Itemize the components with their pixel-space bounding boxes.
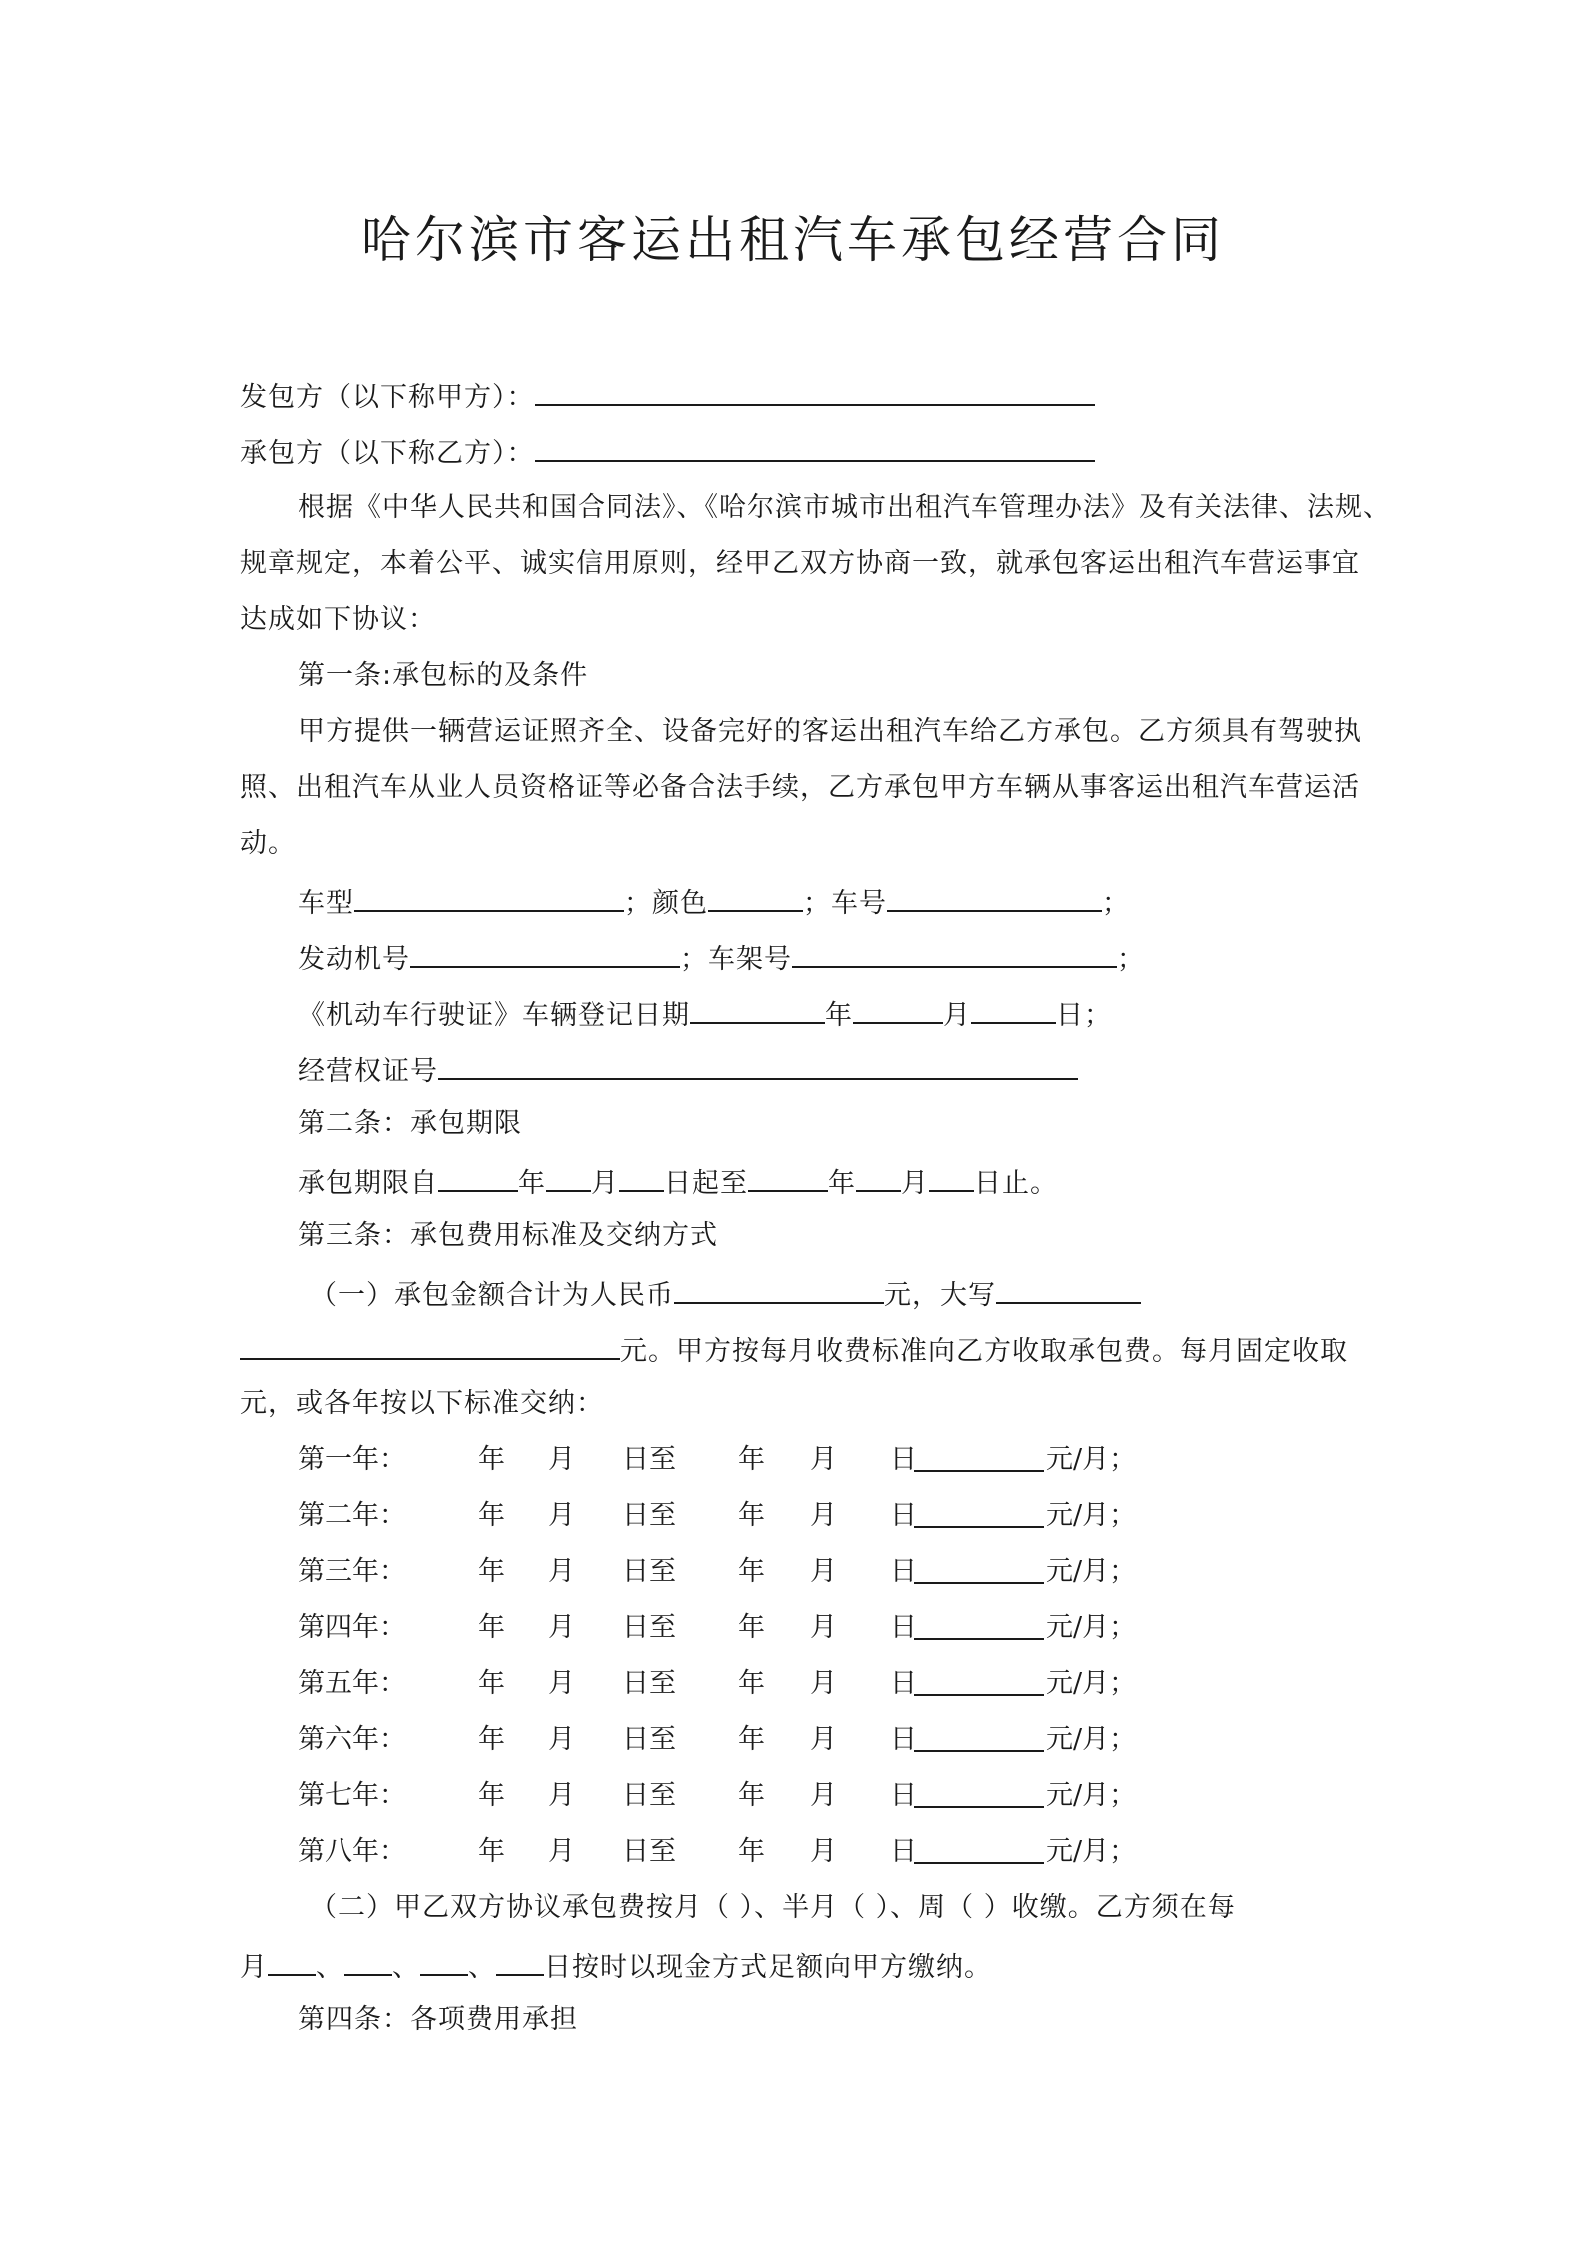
engine-blank [410,936,680,968]
month-col: 月 [548,1836,575,1867]
model-label: 车型 [298,888,354,919]
year-label: 第六年： [298,1724,406,1755]
fee-monthly-text: 元。甲方按每月收费标准向乙方收取承包费。每月固定收取 [620,1336,1348,1367]
fee-total-label: （一）承包金额合计为人民币 [310,1280,674,1311]
color-label: 颜色 [652,888,708,919]
year-col: 年 [478,1444,505,1475]
monthly-amount-blank [914,1440,1044,1472]
per-month-col: 元/月； [1046,1500,1137,1531]
yearly-fee-row [0,1608,1586,1648]
month-label: 月 [591,1168,619,1199]
year-col: 年 [738,1836,765,1867]
day-to-col: 日至 [622,1612,676,1643]
day-to-col: 日至 [622,1444,676,1475]
pay-day-blank-1 [268,1944,316,1976]
fee-yearly-intro: 元，或各年按以下标准交纳： [240,1388,604,1419]
intro-line-2: 规章规定，本着公平、诚实信用原则，经甲乙双方协商一致，就承包客运出租汽车营运事宜 [240,548,1360,579]
fee-uppercase-blank [996,1272,1141,1304]
fee-amount-blank [674,1272,884,1304]
start-year-blank [438,1160,518,1192]
day-col: 日 [890,1444,917,1475]
day-to-col: 日至 [622,1836,676,1867]
comma: 、 [316,1952,344,1983]
year-col: 年 [478,1500,505,1531]
yearly-fee-row [0,1552,1586,1592]
party-a-label: 发包方（以下称甲方）： [240,382,535,413]
from-label: 日起至 [664,1168,748,1199]
until-label: 日止。 [974,1168,1058,1199]
year-col: 年 [738,1556,765,1587]
month-col: 月 [548,1780,575,1811]
month-col: 月 [548,1500,575,1531]
month-col: 月 [810,1724,837,1755]
year-col: 年 [478,1556,505,1587]
yearly-fee-row [0,1440,1586,1480]
plate-label: 车号 [831,888,887,919]
fee-uppercase-cont-blank [240,1328,620,1360]
end-year-blank [748,1160,828,1192]
day-col: 日 [890,1836,917,1867]
year-label: 年 [828,1168,856,1199]
yearly-fee-row [0,1720,1586,1760]
year-col: 年 [738,1668,765,1699]
year-label: 第一年： [298,1444,406,1475]
monthly-amount-blank [914,1496,1044,1528]
yearly-fee-row [0,1496,1586,1536]
engine-label: 发动机号 [298,944,410,975]
monthly-amount-blank [914,1552,1044,1584]
monthly-amount-blank [914,1832,1044,1864]
year-col: 年 [478,1724,505,1755]
day-col: 日 [890,1724,917,1755]
intro-line-3: 达成如下协议： [240,604,436,635]
intro-line-1: 根据《中华人民共和国合同法》、《哈尔滨市城市出租汽车管理办法》及有关法律、法规、 [298,492,1391,523]
start-month-blank [546,1160,591,1192]
comma: 、 [392,1952,420,1983]
vehicle-line [298,880,1130,924]
month-col: 月 [548,1724,575,1755]
separator: ； [803,888,831,919]
year-col: 年 [738,1444,765,1475]
month-col: 月 [548,1444,575,1475]
separator: ； [1102,888,1130,919]
per-month-col: 元/月； [1046,1836,1137,1867]
year-col: 年 [478,1612,505,1643]
fee-uppercase-label: 元，大写 [884,1280,996,1311]
yearly-fee-row [0,1776,1586,1816]
year-label: 年 [825,1000,853,1031]
day-col: 日 [890,1612,917,1643]
month-col: 月 [548,1668,575,1699]
per-month-col: 元/月； [1046,1612,1137,1643]
term-line [298,1160,1058,1204]
year-col: 年 [738,1724,765,1755]
separator: ； [1117,944,1145,975]
month-col: 月 [810,1444,837,1475]
day-label: 日； [1056,1000,1112,1031]
term-label: 承包期限自 [298,1168,438,1199]
year-col: 年 [478,1668,505,1699]
month-col: 月 [548,1556,575,1587]
comma: 、 [468,1952,496,1983]
year-col: 年 [738,1500,765,1531]
day-col: 日 [890,1780,917,1811]
monthly-amount-blank [914,1720,1044,1752]
day-to-col: 日至 [622,1668,676,1699]
reg-day-blank [971,992,1056,1024]
year-col: 年 [478,1836,505,1867]
fee-monthly-line [240,1328,1348,1372]
day-to-col: 日至 [622,1500,676,1531]
article-1-heading: 第一条:承包标的及条件 [298,660,589,691]
month-col: 月 [810,1780,837,1811]
registration-line [298,992,1112,1036]
reg-month-blank [853,992,943,1024]
month-label: 月 [901,1168,929,1199]
year-label: 第二年： [298,1500,406,1531]
yearly-fee-row [0,1664,1586,1704]
per-month-col: 元/月； [1046,1444,1137,1475]
month-col: 月 [810,1836,837,1867]
reg-year-blank [690,992,825,1024]
year-col: 年 [738,1780,765,1811]
yearly-fee-row [0,1832,1586,1872]
payment-days-line [240,1944,992,1988]
per-month-col: 元/月； [1046,1724,1137,1755]
permit-blank [438,1048,1078,1080]
pay-day-blank-3 [420,1944,468,1976]
day-to-col: 日至 [622,1780,676,1811]
month-col: 月 [810,1556,837,1587]
article-3-heading: 第三条：承包费用标准及交纳方式 [298,1220,718,1251]
payment-frequency-line: （二）甲乙双方协议承包费按月（ ）、半月（ ）、周（ ）收缴。乙方须在每 [310,1892,1236,1923]
per-month-col: 元/月； [1046,1668,1137,1699]
day-col: 日 [890,1668,917,1699]
end-month-blank [856,1160,901,1192]
color-blank [708,880,803,912]
year-label: 第八年： [298,1836,406,1867]
per-month-col: 元/月； [1046,1780,1137,1811]
party-b-line [240,430,1095,474]
year-label: 年 [518,1168,546,1199]
party-a-line [240,374,1095,418]
pay-day-blank-4 [496,1944,544,1976]
monthly-amount-blank [914,1608,1044,1640]
article-4-heading: 第四条：各项费用承担 [298,2004,578,2035]
party-a-blank [535,374,1095,406]
article-1-body-1: 甲方提供一辆营运证照齐全、设备完好的客运出租汽车给乙方承包。乙方须具有驾驶执 [298,716,1362,747]
permit-line [298,1048,1078,1092]
fee-total-line [310,1272,1141,1316]
per-month-col: 元/月； [1046,1556,1137,1587]
monthly-amount-blank [914,1664,1044,1696]
frame-label: 车架号 [708,944,792,975]
month-col: 月 [810,1612,837,1643]
article-1-body-2: 照、出租汽车从业人员资格证等必备合法手续，乙方承包甲方车辆从事客运出租汽车营运活 [240,772,1360,803]
separator: ； [624,888,652,919]
day-col: 日 [890,1500,917,1531]
plate-blank [887,880,1102,912]
year-label: 第七年： [298,1780,406,1811]
monthly-amount-blank [914,1776,1044,1808]
permit-label: 经营权证号 [298,1056,438,1087]
day-to-col: 日至 [622,1556,676,1587]
month-label: 月 [943,1000,971,1031]
registration-label: 《机动车行驶证》车辆登记日期 [298,1000,690,1031]
party-b-label: 承包方（以下称乙方）： [240,438,535,469]
article-1-body-3: 动。 [240,828,296,859]
day-col: 日 [890,1556,917,1587]
start-day-blank [619,1160,664,1192]
payment-days-text: 日按时以现金方式足额向甲方缴纳。 [544,1952,992,1983]
month-col: 月 [548,1612,575,1643]
day-to-col: 日至 [622,1724,676,1755]
year-col: 年 [478,1780,505,1811]
pay-day-blank-2 [344,1944,392,1976]
separator: ； [680,944,708,975]
year-label: 第四年： [298,1612,406,1643]
year-label: 第五年： [298,1668,406,1699]
article-2-heading: 第二条：承包期限 [298,1108,522,1139]
month-col: 月 [810,1500,837,1531]
document-title: 哈尔滨市客运出租汽车承包经营合同 [361,211,1225,269]
engine-line [298,936,1145,980]
year-col: 年 [738,1612,765,1643]
end-day-blank [929,1160,974,1192]
year-label: 第三年： [298,1556,406,1587]
month-label: 月 [240,1952,268,1983]
model-blank [354,880,624,912]
party-b-blank [535,430,1095,462]
frame-blank [792,936,1117,968]
month-col: 月 [810,1668,837,1699]
